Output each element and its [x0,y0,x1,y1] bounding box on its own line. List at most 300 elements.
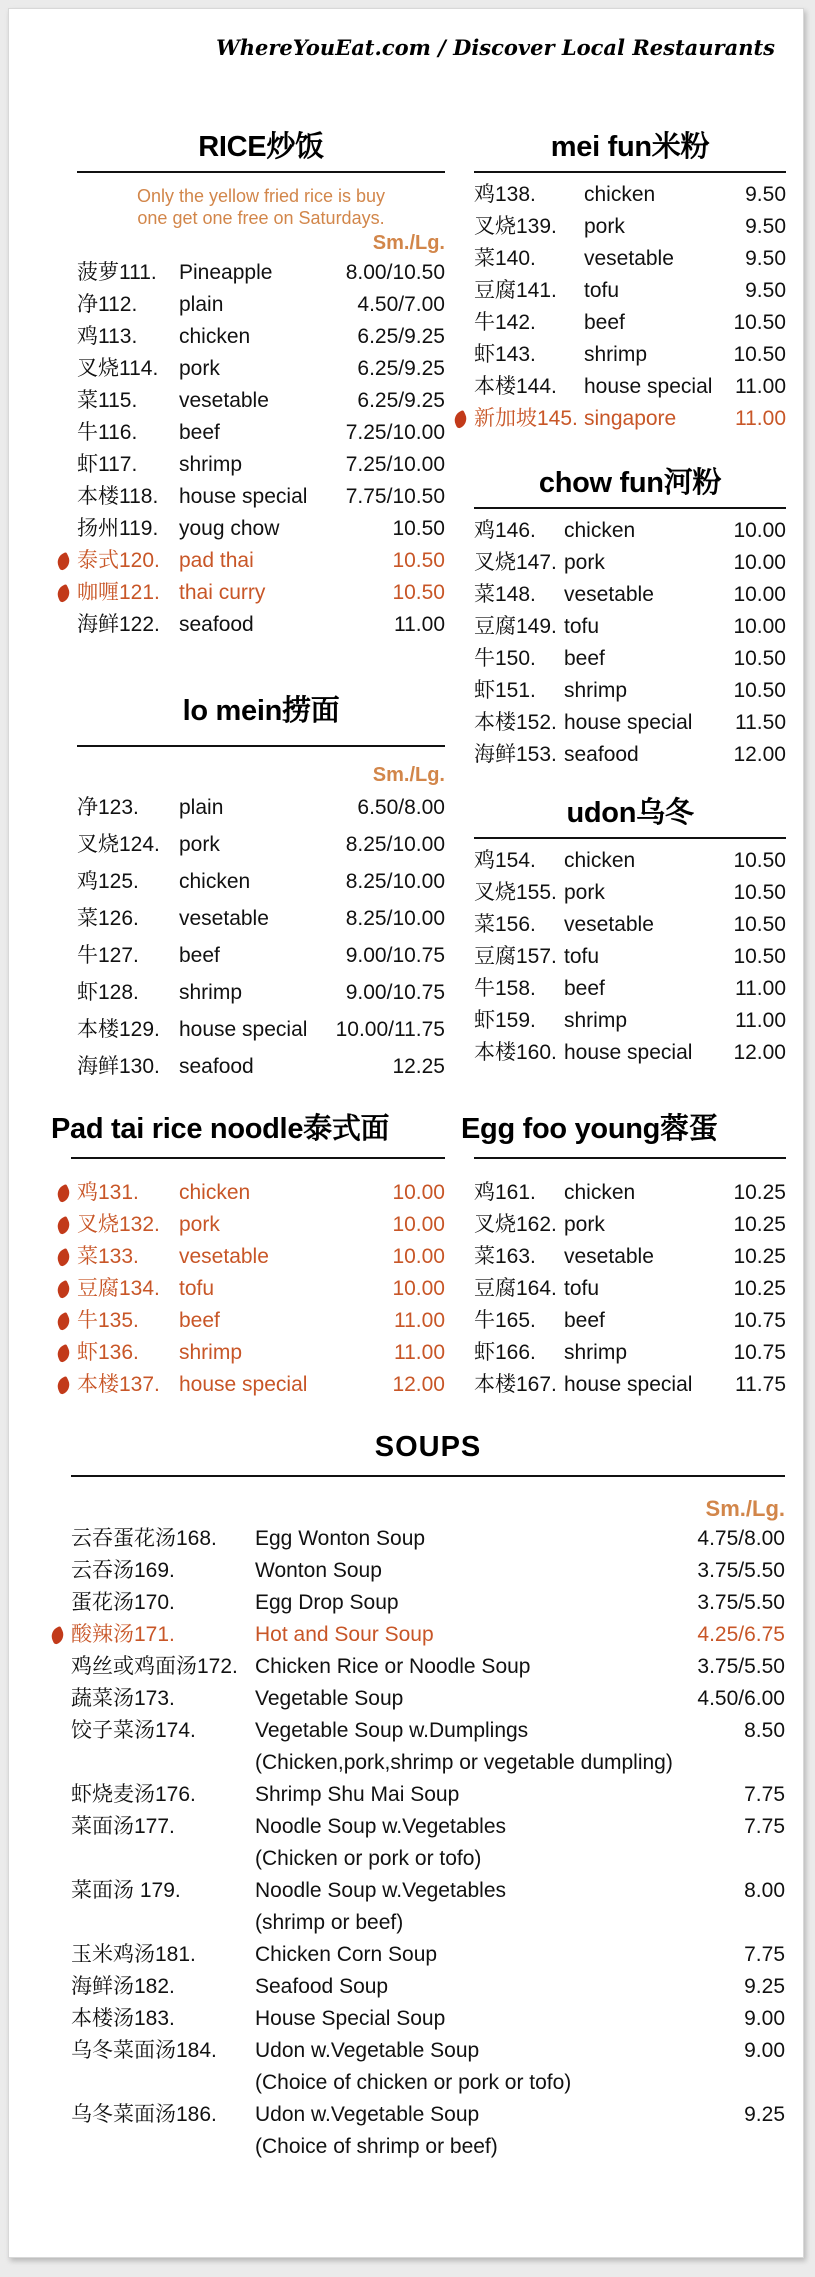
pad-tai-rule [71,1157,445,1159]
pad-tai-title: Pad tai rice noodle泰式面 [51,1113,390,1145]
item-price: 8.25/10.00 [345,907,445,930]
item-price: 3.75/5.50 [697,1655,785,1678]
item-name: pork [564,551,605,574]
item-price: 4.50/6.00 [697,1687,785,1710]
item-name: pork [564,881,605,904]
item-code: 本楼144. [474,375,557,398]
soup-item [71,1587,785,1619]
item-price: 10.50 [733,679,786,702]
item-code: 净112. [77,293,138,316]
item-description: (shrimp or beef) [255,1911,404,1934]
item-price: 10.75 [733,1341,786,1364]
hot-pepper-icon [48,1626,66,1645]
menu-item [77,257,445,289]
item-code: 鸡138. [474,183,536,206]
item-code: 叉烧132. [77,1213,160,1236]
menu-item [474,211,786,243]
pad-tai-section [51,1109,445,1401]
item-code: 酸辣汤171. [71,1623,175,1646]
egg-foo-young-title: Egg foo young蓉蛋 [461,1113,718,1145]
udon-section [474,793,786,1069]
item-name: Chicken Corn Soup [255,1943,438,1966]
menu-item [474,909,786,941]
chow-fun-rule [474,507,786,509]
item-price: 7.75 [744,1943,785,1966]
udon-list [474,845,786,1069]
mei-fun-rule [474,171,786,173]
soup-item [71,1651,785,1683]
item-code: 泰式120. [77,549,160,572]
rice-note: Only the yellow fried rice is buy one get one free on Saturdays. [136,186,386,228]
item-name: house special [179,1018,308,1041]
soup-item [71,1939,785,1971]
item-name: house special [179,485,308,508]
item-price: 9.50 [745,215,786,238]
item-name: Seafood Soup [255,1975,389,1998]
menu-item [77,449,445,481]
item-name: Pineapple [179,261,273,284]
lo-mein-rule [77,745,445,747]
item-name: vesetable [564,583,654,606]
item-price: 11.00 [735,977,786,1000]
item-price: 7.75 [744,1815,785,1838]
item-code: 饺子菜汤174. [71,1719,196,1742]
item-price: 10.25 [733,1181,786,1204]
item-price: 6.25/9.25 [357,357,445,380]
menu-item [474,339,786,371]
item-price: 6.25/9.25 [357,389,445,412]
lo-mein-section [77,691,445,1085]
menu-item [474,1241,786,1273]
item-price: 10.50 [733,647,786,670]
hot-pepper-icon [451,410,469,429]
item-price: 10.00 [392,1181,445,1204]
item-name: vesetable [584,247,674,270]
item-code: 叉烧147. [474,551,557,574]
item-name: youg chow [179,517,280,540]
item-price: 9.00 [744,2039,785,2062]
egg-foo-young-rule [474,1157,786,1159]
menu-item [474,307,786,339]
item-code: 鸡113. [77,325,138,348]
item-code: 海鲜122. [77,613,160,636]
item-price: 7.75 [744,1783,785,1806]
menu-item [77,1369,445,1401]
item-name: shrimp [564,1009,628,1032]
chow-fun-list [474,515,786,771]
item-name: Noodle Soup w.Vegetables [255,1815,507,1838]
item-name: Vegetable Soup w.Dumplings [255,1719,529,1742]
item-code: 鸡146. [474,519,536,542]
item-code: 本楼167. [474,1373,557,1396]
item-code: 虾143. [474,343,536,366]
item-price: 8.00/10.50 [345,261,445,284]
menu-item [77,1305,445,1337]
soup-item [71,2003,785,2035]
soups-title: SOUPS [374,1431,482,1463]
item-price: 4.25/6.75 [697,1623,785,1646]
item-code: 本楼137. [77,1373,160,1396]
item-name: Chicken Rice or Noodle Soup [255,1655,531,1678]
item-name: pork [179,357,220,380]
item-price: 9.25 [744,1975,785,1998]
rice-rule [77,171,445,173]
item-code: 鸡131. [77,1181,139,1204]
item-code: 牛158. [474,977,536,1000]
item-name: shrimp [584,343,648,366]
menu-item [77,1241,445,1273]
item-name: house special [584,375,713,398]
menu-item [474,973,786,1005]
soup-item [71,1555,785,1587]
item-price: 10.75 [733,1309,786,1332]
item-name: Vegetable Soup [255,1687,404,1710]
item-name: Egg Wonton Soup [255,1527,426,1550]
menu-item [77,609,445,641]
menu-item [77,900,445,937]
item-code: 菜163. [474,1245,536,1268]
item-price: 9.00 [744,2007,785,2030]
item-code: 豆腐134. [77,1277,160,1300]
item-name: shrimp [179,453,243,476]
item-name: pad thai [179,549,254,572]
menu-item [474,371,786,403]
item-name: plain [179,796,224,819]
item-price: 7.25/10.00 [345,453,445,476]
item-code: 虾151. [474,679,536,702]
udon-rule [474,837,786,839]
item-code: 叉烧162. [474,1213,557,1236]
item-code: 菜156. [474,913,536,936]
item-name: tofu [564,1277,600,1300]
item-code: 牛127. [77,944,139,967]
item-price: 12.25 [392,1055,445,1078]
item-price: 7.25/10.00 [345,421,445,444]
menu-item [474,675,786,707]
item-name: seafood [179,1055,254,1078]
item-price: 9.00/10.75 [345,944,445,967]
item-name: House Special Soup [255,2007,446,2030]
item-code: 菜面汤 179. [71,1879,181,1902]
item-name: Udon w.Vegetable Soup [255,2103,480,2126]
menu-item [474,643,786,675]
item-code: 虾128. [77,981,139,1004]
item-code: 菠萝111. [77,261,157,284]
soup-item [71,1523,785,1555]
menu-item [77,513,445,545]
item-name: vesetable [179,1245,269,1268]
item-name: tofu [564,615,600,638]
menu-item [77,417,445,449]
item-code: 菜140. [474,247,536,270]
item-price: 10.50 [733,311,786,334]
menu-item [77,577,445,609]
egg-foo-young-section [461,1109,786,1401]
item-code: 乌冬菜面汤184. [71,2039,217,2062]
rice-list [77,257,445,641]
item-name: beef [179,421,220,444]
item-code: 鸡125. [77,870,139,893]
item-code: 叉烧139. [474,215,557,238]
hot-pepper-icon [54,1280,72,1299]
item-name: chicken [564,519,636,542]
item-name: pork [564,1213,605,1236]
hot-pepper-icon [54,1184,72,1203]
item-price: 10.50 [733,881,786,904]
item-name: beef [179,944,220,967]
soups-rule [71,1475,785,1477]
item-code: 豆腐164. [474,1277,557,1300]
menu-item [77,1273,445,1305]
item-code: 乌冬菜面汤186. [71,2103,217,2126]
item-name: tofu [584,279,620,302]
menu-item [474,275,786,307]
menu-item [474,515,786,547]
item-name: Hot and Sour Soup [255,1623,434,1646]
item-code: 牛135. [77,1309,139,1332]
item-price: 11.00 [735,375,786,398]
item-name: plain [179,293,224,316]
menu-item [474,611,786,643]
item-price: 9.50 [745,247,786,270]
rice-size-header: Sm./Lg. [372,232,445,254]
item-name: house special [564,711,693,734]
soup-item [71,2035,785,2099]
item-price: 11.00 [394,1341,445,1364]
item-price: 11.00 [394,613,445,636]
item-price: 8.50 [744,1719,785,1742]
menu-item [77,289,445,321]
item-name: house special [564,1373,693,1396]
menu-item [474,579,786,611]
egg-foo-young-list [474,1177,786,1401]
item-code: 虾166. [474,1341,536,1364]
item-code: 海鲜130. [77,1055,160,1078]
item-code: 牛165. [474,1309,536,1332]
item-price: 10.50 [733,913,786,936]
menu-item [77,789,445,826]
item-price: 10.50 [733,849,786,872]
item-name: pork [179,1213,220,1236]
item-price: 10.25 [733,1277,786,1300]
item-price: 11.50 [735,711,786,734]
item-price: 8.25/10.00 [345,833,445,856]
item-price: 4.75/8.00 [697,1527,785,1550]
item-code: 虾136. [77,1341,139,1364]
chow-fun-title: chow fun河粉 [538,467,722,499]
item-name: vesetable [179,907,269,930]
item-name: singapore [584,407,677,430]
item-price: 10.00 [392,1213,445,1236]
item-price: 11.75 [735,1373,786,1396]
item-price: 10.00 [733,615,786,638]
mei-fun-title: mei fun米粉 [550,131,710,163]
item-code: 玉米鸡汤181. [71,1943,196,1966]
item-name: pork [179,833,220,856]
menu-item [474,739,786,771]
menu-item [474,1209,786,1241]
item-code: 扬州119. [77,517,159,540]
soups-section [71,1427,785,2163]
lo-mein-title: lo mein捞面 [182,695,340,727]
menu-item [474,179,786,211]
item-name: beef [564,1309,605,1332]
item-price: 11.00 [735,1009,786,1032]
item-code: 豆腐141. [474,279,557,302]
item-code: 鸡161. [474,1181,536,1204]
menu-item [77,1337,445,1369]
item-code: 牛142. [474,311,536,334]
hot-pepper-icon [54,1312,72,1331]
item-code: 本楼汤183. [71,2007,175,2030]
item-description: (Choice of shrimp or beef) [255,2135,498,2158]
item-price: 10.00 [733,519,786,542]
item-price: 9.50 [745,183,786,206]
menu-item [474,1177,786,1209]
menu-item [474,1369,786,1401]
item-price: 9.00/10.75 [345,981,445,1004]
item-description: (Chicken,pork,shrimp or vegetable dumpling) [255,1751,673,1774]
menu-item [77,1048,445,1085]
menu-item [474,547,786,579]
item-code: 蔬菜汤173. [71,1687,175,1710]
item-code: 虾159. [474,1009,536,1032]
soup-item [71,1779,785,1811]
item-name: seafood [179,613,254,636]
item-name: shrimp [179,1341,243,1364]
soup-item [71,1811,785,1875]
item-code: 菜126. [77,907,139,930]
soup-item [71,1715,785,1779]
item-price: 9.25 [744,2103,785,2126]
item-name: thai curry [179,581,266,604]
item-price: 8.00 [744,1879,785,1902]
item-name: shrimp [179,981,243,1004]
item-price: 11.00 [735,407,786,430]
item-code: 虾烧麦汤176. [71,1783,196,1806]
soup-item [71,1971,785,2003]
item-code: 菜面汤177. [71,1815,175,1838]
item-description: (Choice of chicken or pork or tofo) [255,2071,572,2094]
item-code: 叉烧155. [474,881,557,904]
hot-pepper-icon [54,1344,72,1363]
soup-item [71,1875,785,1939]
mei-fun-list [474,179,786,435]
chow-fun-section [474,463,786,771]
item-name: tofu [564,945,600,968]
item-name: tofu [179,1277,215,1300]
item-name: shrimp [564,1341,628,1364]
menu-item [77,974,445,1011]
item-price: 10.50 [392,517,445,540]
item-price: 7.75/10.50 [345,485,445,508]
menu-item [474,707,786,739]
menu-item [77,863,445,900]
item-name: house special [179,1373,308,1396]
rice-title: RICE炒饭 [198,131,324,163]
item-price: 10.25 [733,1213,786,1236]
item-code: 本楼160. [474,1041,557,1064]
item-name: Noodle Soup w.Vegetables [255,1879,507,1902]
menu-item [77,481,445,513]
soup-item [71,1683,785,1715]
item-price: 10.00 [392,1277,445,1300]
soups-list [71,1523,785,2163]
item-code: 豆腐149. [474,615,557,638]
rice-section [77,127,445,641]
item-price: 10.50 [392,581,445,604]
item-price: 10.00 [733,551,786,574]
item-price: 11.00 [394,1309,445,1332]
menu-item [77,1209,445,1241]
item-price: 3.75/5.50 [697,1559,785,1582]
item-code: 牛150. [474,647,536,670]
soup-item [71,1619,785,1651]
item-name: beef [179,1309,220,1332]
item-name: seafood [564,743,639,766]
item-price: 10.00 [392,1245,445,1268]
menu-item [77,826,445,863]
item-price: 10.25 [733,1245,786,1268]
item-name: beef [584,311,625,334]
pad-tai-list [77,1177,445,1401]
menu-item [474,1005,786,1037]
item-name: pork [584,215,625,238]
item-code: 菜115. [77,389,138,412]
item-code: 净123. [77,796,139,819]
item-code: 海鲜153. [474,743,557,766]
item-price: 10.50 [733,945,786,968]
item-name: beef [564,647,605,670]
item-code: 叉烧114. [77,357,159,380]
item-name: vesetable [564,913,654,936]
menu-item [474,1037,786,1069]
menu-item [474,877,786,909]
soups-size-header: Sm./Lg. [705,1496,785,1521]
menu-item [474,1273,786,1305]
hot-pepper-icon [54,1248,72,1267]
item-name: Wonton Soup [255,1559,382,1582]
item-name: vesetable [179,389,269,412]
menu-page [8,8,804,2258]
item-price: 6.50/8.00 [357,796,445,819]
item-code: 本楼152. [474,711,557,734]
item-code: 牛116. [77,421,138,444]
item-name: shrimp [564,679,628,702]
menu-item [77,321,445,353]
item-price: 10.00 [733,583,786,606]
menu-item [77,545,445,577]
item-name: Egg Drop Soup [255,1591,399,1614]
item-name: chicken [564,1181,636,1204]
item-code: 豆腐157. [474,945,557,968]
item-code: 菜148. [474,583,536,606]
menu-item [77,937,445,974]
item-price: 3.75/5.50 [697,1591,785,1614]
lo-mein-size-header: Sm./Lg. [372,764,445,786]
hot-pepper-icon [54,552,72,571]
item-code: 虾117. [77,453,138,476]
item-name: chicken [179,325,251,348]
item-name: vesetable [564,1245,654,1268]
hot-pepper-icon [54,584,72,603]
item-code: 鸡丝或鸡面汤172. [71,1655,238,1678]
item-price: 12.00 [392,1373,445,1396]
item-name: chicken [179,870,251,893]
menu-item [474,1337,786,1369]
item-price: 12.00 [733,743,786,766]
item-name: chicken [179,1181,251,1204]
